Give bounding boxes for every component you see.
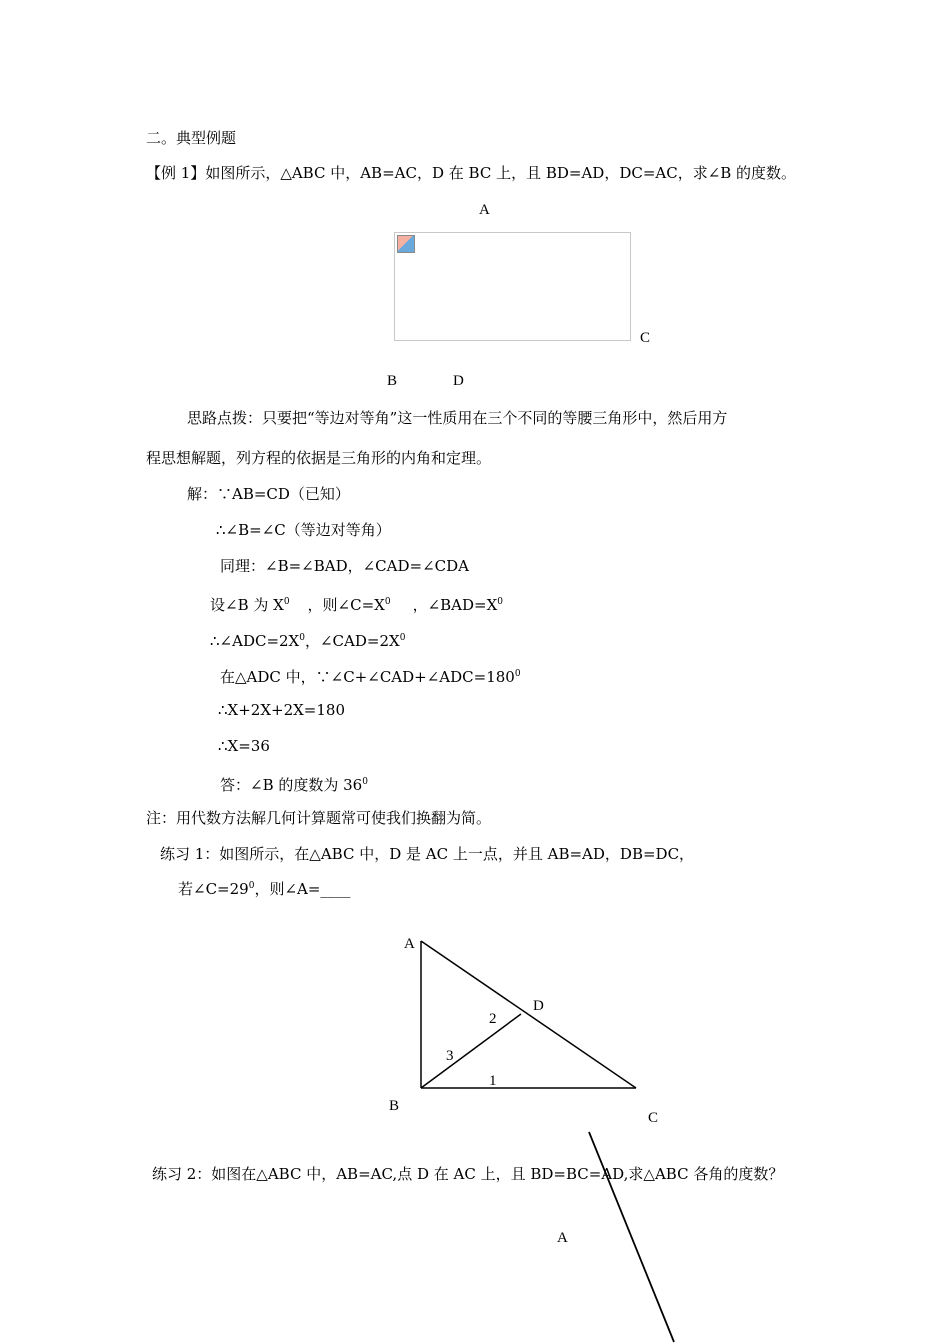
solution-line-5: $\therefore\angle ADC=2X^0$，$\angle CAD=2X^0$ bbox=[210, 632, 406, 650]
solution-line-1: 解：∵AB=CD（已知） bbox=[187, 485, 350, 503]
figure2-angle-1: 1 bbox=[489, 1073, 497, 1089]
solution-line-2: ∴∠B=∠C（等边对等角） bbox=[216, 521, 391, 539]
figure1-label-c: C bbox=[640, 330, 651, 346]
exercise1-line-1: 练习 1：如图所示，在△ABC 中，D 是 AC 上一点，并且 AB=AD，DB=DC， bbox=[160, 845, 695, 863]
solution-line-4: 设∠B 为 $X^0$ ，则$\angle C=X^0$ ，$\angle BAD=X^0$ bbox=[210, 596, 504, 614]
figure2-label-d: D bbox=[533, 998, 544, 1014]
solution-line-7: ∴X+2X+2X=180 bbox=[218, 701, 346, 719]
figure2-label-a: A bbox=[404, 936, 415, 952]
solution-line-8: ∴X=36 bbox=[218, 737, 270, 755]
segment-bd bbox=[421, 1014, 521, 1088]
figure2-label-b: B bbox=[389, 1098, 400, 1114]
solution-line-9: 答：∠B 的度数为 $36^0$ bbox=[220, 776, 368, 794]
note: 注：用代数方法解几何计算题常可使我们换翻为简。 bbox=[146, 809, 492, 827]
solution-line-3: 同理：∠B=∠BAD，∠CAD=∠CDA bbox=[220, 557, 469, 575]
figure3-label-a: A bbox=[557, 1230, 568, 1246]
example1-label: 【例 1】 bbox=[146, 164, 206, 182]
hint-line-1: 思路点拨：只要把“等边对等角”这一性质用在三个不同的等腰三角形中，然后用方 bbox=[187, 409, 728, 427]
exercise1-line-2: 若$\angle C=29^0$，则∠A=____ bbox=[178, 880, 351, 898]
hint-line-2: 程思想解题，列方程的依据是三角形的内角和定理。 bbox=[146, 449, 492, 467]
section-title: 二。典型例题 bbox=[146, 129, 237, 147]
exercise2-text: 练习 2：如图在△ABC 中，AB=AC,点 D 在 AC 上，且 BD=BC=AD,求△ABC 各角的度数？ bbox=[152, 1165, 784, 1183]
figure1-label-a: A bbox=[479, 202, 490, 218]
figure1-label-d: D bbox=[453, 373, 464, 389]
figure1-label-b: B bbox=[387, 373, 398, 389]
figure2-label-c: C bbox=[648, 1110, 659, 1126]
solution-line-6: 在△ADC 中，$\because\angle C+\angle CAD+\angle ADC=180^0$ bbox=[220, 668, 521, 686]
figure2-angle-3: 3 bbox=[446, 1048, 454, 1064]
figure2-angle-2: 2 bbox=[489, 1011, 497, 1027]
segment-ac bbox=[421, 941, 636, 1088]
example1-text: 如图所示，△ABC 中，AB=AC，D 在 BC 上，且 BD=AD，DC=AC，求∠B 的度数。 bbox=[205, 164, 797, 182]
